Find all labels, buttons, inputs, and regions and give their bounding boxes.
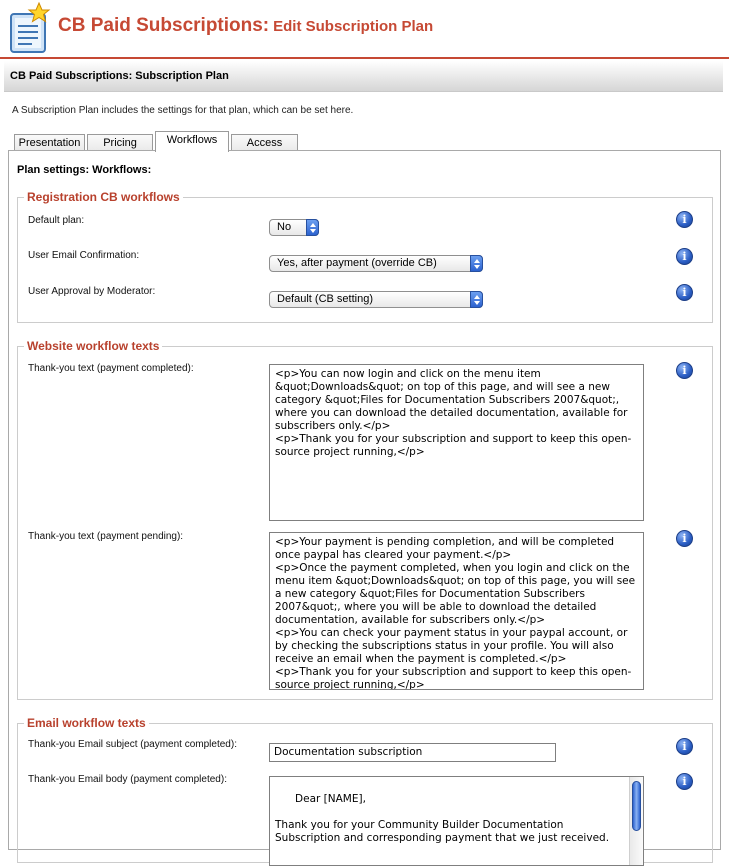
default-plan-value: No	[277, 221, 292, 233]
page-title-sub: Edit Subscription Plan	[273, 18, 434, 35]
thankyou-pending-label: Thank-you text (payment pending):	[28, 531, 184, 542]
chevron-updown-icon	[470, 255, 483, 272]
plan-settings-heading: Plan settings: Workflows:	[17, 164, 152, 176]
approval-select[interactable]	[269, 291, 483, 308]
tab-presentation[interactable]: Presentation	[14, 134, 85, 151]
workflows-panel	[8, 150, 721, 850]
page-title	[58, 15, 433, 37]
page-header	[0, 0, 729, 58]
info-icon[interactable]: i	[676, 284, 693, 301]
email-legend: Email workflow texts	[24, 716, 149, 730]
registration-fieldset	[17, 190, 713, 323]
thankyou-completed-label: Thank-you text (payment completed):	[28, 363, 194, 374]
default-plan-label: Default plan:	[28, 215, 85, 226]
email-body-text: Dear [NAME], Thank you for your Community Builder Documentation Subscription and corresponding payment that we just received.	[275, 793, 610, 844]
tab-pricing[interactable]: Pricing	[87, 134, 153, 151]
thankyou-completed-textarea[interactable]: <p>You can now login and click on the menu item &quot;Downloads&quot; on top of this page, and will see a new category &quot;Files for Documentation Subscribers 2007&quot;, where you can download the detailed documentation, available for subscribers only.</p> <p>Thank you for your subscription and support to keep this open-source project running,</p>	[269, 364, 644, 521]
info-icon[interactable]: i	[676, 530, 693, 547]
default-plan-select[interactable]	[269, 219, 319, 236]
section-titlebar: CB Paid Subscriptions: Subscription Plan	[4, 61, 723, 92]
approval-value: Default (CB setting)	[277, 293, 373, 305]
email-body-label: Thank-you Email body (payment completed):	[28, 774, 227, 785]
plan-description: A Subscription Plan includes the settings for that plan, which can be set here.	[12, 105, 354, 116]
email-body-scrollbar[interactable]	[629, 777, 643, 865]
tab-access[interactable]: Access	[231, 134, 298, 151]
email-confirmation-label: User Email Confirmation:	[28, 250, 140, 261]
email-subject-input[interactable]: Documentation subscription	[269, 743, 556, 762]
website-texts-fieldset	[17, 339, 713, 700]
chevron-updown-icon	[306, 219, 319, 236]
info-icon[interactable]: i	[676, 773, 693, 790]
website-legend: Website workflow texts	[24, 339, 162, 353]
info-icon[interactable]: i	[676, 248, 693, 265]
email-texts-fieldset	[17, 716, 713, 863]
notepad-star-icon	[8, 2, 52, 54]
page-title-main: CB Paid Subscriptions:	[58, 15, 270, 36]
tab-workflows[interactable]: Workflows	[155, 131, 229, 152]
chevron-updown-icon	[470, 291, 483, 308]
email-body-textarea[interactable]	[269, 776, 644, 866]
header-rule	[0, 57, 729, 59]
info-icon[interactable]: i	[676, 738, 693, 755]
info-icon[interactable]: i	[676, 362, 693, 379]
thankyou-pending-textarea[interactable]: <p>Your payment is pending completion, and will be completed once paypal has cleared your payment.</p> <p>Once the payment completed, when you login and click on the menu item &quot;Downloads&quot; on top of this page, you will see a new category &quot;Files for Documentation Subscribers 2007&quot;, where you will be able to download the detailed documentation, available for subscribers only.</p> <p>You can check your payment status in your paypal account, or by checking the subscriptions status in your profile. You will also receive an email when the payment is completed.</p> <p>Thank you for your subscription and support to keep this open-source project running,</p>	[269, 532, 644, 690]
email-confirmation-value: Yes, after payment (override CB)	[277, 257, 437, 269]
approval-label: User Approval by Moderator:	[28, 286, 156, 297]
registration-legend: Registration CB workflows	[24, 190, 183, 204]
email-subject-label: Thank-you Email subject (payment completed):	[28, 739, 237, 750]
scrollbar-thumb[interactable]	[632, 781, 641, 831]
info-icon[interactable]: i	[676, 211, 693, 228]
email-confirmation-select[interactable]	[269, 255, 483, 272]
